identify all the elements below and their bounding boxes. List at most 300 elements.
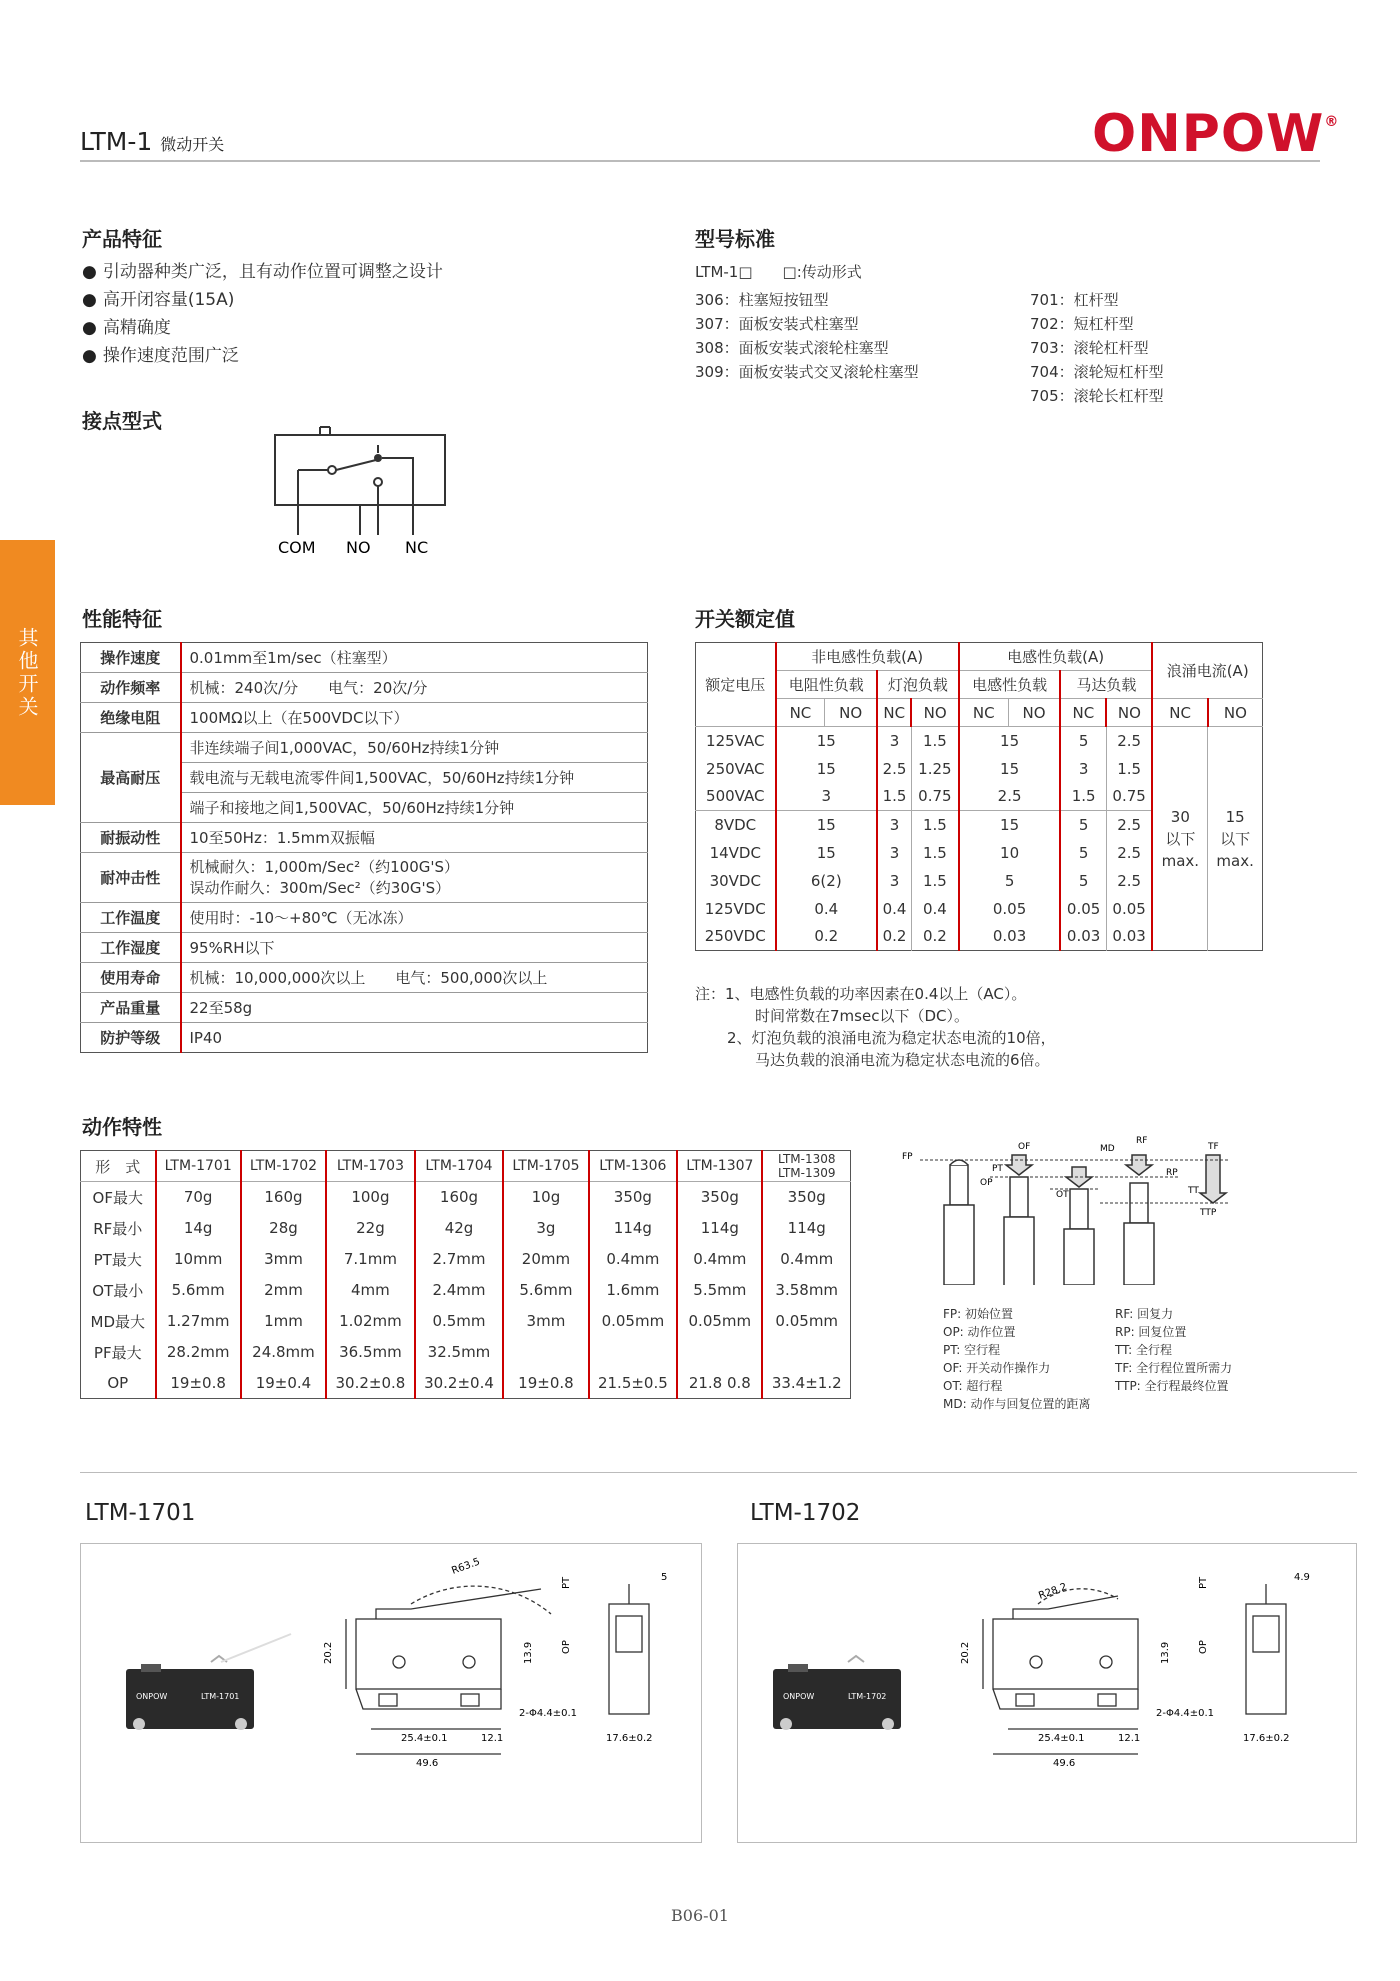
rating-cell: 1.25 xyxy=(911,755,958,783)
note-line: 注：1、电感性负载的功率因素在0.4以上（AC）。 xyxy=(695,985,1027,1003)
action-row-label: PF最大 xyxy=(81,1337,156,1368)
performance-heading: 性能特征 xyxy=(82,607,162,631)
model-list-left xyxy=(695,288,919,384)
action-row-label: OT最小 xyxy=(81,1275,156,1306)
rating-cell: 0.05 xyxy=(1106,895,1152,923)
table-row xyxy=(81,1275,851,1306)
label-of: OF xyxy=(1018,1142,1031,1152)
rating-cell: 1.5 xyxy=(911,811,958,839)
dim-holes: 2-Φ4.4±0.1 xyxy=(1156,1708,1215,1719)
model-option: 701：杠杆型 xyxy=(1030,291,1119,309)
header-nc: NC xyxy=(776,699,825,727)
registered-mark: ® xyxy=(1324,114,1340,130)
contact-diagram xyxy=(260,425,460,560)
glossary-item: TT: 全行程 xyxy=(1115,1343,1172,1357)
action-cell: 30.2±0.8 xyxy=(326,1368,415,1399)
header-resistive: 电阻性负载 xyxy=(776,671,878,699)
label-op: OP xyxy=(980,1178,993,1188)
rating-cell: 14VDC xyxy=(696,839,776,867)
body-text: LTM-1702 xyxy=(848,1692,887,1701)
dim-pitch: 25.4±0.1 xyxy=(1038,1733,1085,1744)
header-motor: 马达负载 xyxy=(1060,671,1152,699)
glossary-item: TF: 全行程位置所需力 xyxy=(1115,1361,1233,1375)
perf-key: 工作温度 xyxy=(81,903,181,933)
product-card-1702 xyxy=(737,1543,1357,1843)
model-option: 309：面板安装式交叉滚轮柱塞型 xyxy=(695,363,919,381)
label-tf: TF xyxy=(1208,1142,1219,1152)
action-cell: 20mm xyxy=(503,1244,588,1275)
rating-cell: 1.5 xyxy=(1106,755,1152,783)
action-cell: 19±0.8 xyxy=(156,1368,241,1399)
table-row xyxy=(696,727,1263,755)
rating-cell: 0.75 xyxy=(1106,783,1152,811)
perf-key: 操作速度 xyxy=(81,643,181,673)
table-row xyxy=(81,963,648,993)
rating-cell: 0.4 xyxy=(877,895,911,923)
rating-cell: 3 xyxy=(877,811,911,839)
dim-pt: PT xyxy=(561,1576,572,1589)
dim-width: 4.9 xyxy=(1294,1572,1310,1583)
rating-cell: 10 xyxy=(959,839,1061,867)
label-md: MD xyxy=(1100,1144,1115,1154)
rating-cell: 15 xyxy=(959,727,1061,755)
page-title xyxy=(80,127,224,156)
rating-cell: 3 xyxy=(877,727,911,755)
brand-name: ONPOW xyxy=(1092,104,1325,164)
surge-line: 15 xyxy=(1225,807,1245,826)
action-cell: 70g xyxy=(156,1182,241,1213)
model-option: 704：滚轮短杠杆型 xyxy=(1030,363,1164,381)
rating-table xyxy=(695,642,1263,951)
body-brand: ONPOW xyxy=(783,1692,815,1701)
rating-cell: 125VDC xyxy=(696,895,776,923)
feature-item: ● 高精确度 xyxy=(82,314,443,342)
body-text: LTM-1701 xyxy=(201,1692,240,1701)
table-row xyxy=(81,1306,851,1337)
perf-value: IP40 xyxy=(189,1028,223,1047)
surge-line: 以下 xyxy=(1220,829,1251,848)
table-row xyxy=(81,1151,851,1182)
perf-key: 使用寿命 xyxy=(81,963,181,993)
perf-key: 耐冲击性 xyxy=(81,853,181,903)
model-list-right xyxy=(1030,288,1164,408)
action-table xyxy=(80,1150,851,1399)
surge-line: 30 xyxy=(1170,807,1190,826)
action-cell: 19±0.4 xyxy=(241,1368,326,1399)
action-cell: 160g xyxy=(241,1182,326,1213)
dim-width: 5 xyxy=(661,1572,668,1583)
label-rf: RF xyxy=(1136,1136,1148,1146)
perf-value: 机械：10,000,000次以上 电气：500,000次以上 xyxy=(181,963,648,993)
rating-cell: 0.05 xyxy=(959,895,1061,923)
action-cell: 0.4mm xyxy=(589,1244,678,1275)
rating-cell: 8VDC xyxy=(696,811,776,839)
rating-cell: 0.03 xyxy=(959,923,1061,951)
contact-label-no: NO xyxy=(346,538,371,557)
model-option: 702：短杠杆型 xyxy=(1030,315,1134,333)
action-cell: 7.1mm xyxy=(326,1244,415,1275)
travel-diagram xyxy=(900,1135,1250,1285)
surge-cell xyxy=(1208,727,1263,951)
table-row xyxy=(696,699,1263,727)
action-cell: 10mm xyxy=(156,1244,241,1275)
rating-cell: 1.5 xyxy=(877,783,911,811)
rating-cell: 0.2 xyxy=(776,923,878,951)
product-drawing xyxy=(81,1544,701,1842)
rating-body xyxy=(696,727,1263,951)
perf-key: 防护等级 xyxy=(81,1023,181,1053)
action-cell: 2mm xyxy=(241,1275,326,1306)
action-cell: 114g xyxy=(677,1213,762,1244)
perf-value: 机械耐久：1,000m/Sec²（约100G'S） xyxy=(189,857,460,876)
dim-length: 49.6 xyxy=(1053,1758,1076,1769)
glossary-item: MD: 动作与回复位置的距离 xyxy=(943,1397,1091,1411)
rating-cell: 0.2 xyxy=(877,923,911,951)
header-no: NO xyxy=(825,699,877,727)
header-inductive: 电感性负载(A) xyxy=(959,643,1153,671)
rating-cell: 3 xyxy=(877,839,911,867)
perf-value: 端子和接地之间1,500VAC，50/60Hz持续1分钟 xyxy=(181,793,648,823)
rating-cell: 2.5 xyxy=(877,755,911,783)
rating-cell: 6(2) xyxy=(776,867,878,895)
label-rp: RP xyxy=(1166,1168,1178,1178)
body-brand: ONPOW xyxy=(136,1692,168,1701)
rating-cell: 250VDC xyxy=(696,923,776,951)
perf-key: 动作频率 xyxy=(81,673,181,703)
action-cell: 114g xyxy=(589,1213,678,1244)
action-row-label: 形 式 xyxy=(81,1151,156,1182)
rating-cell: 2.5 xyxy=(1106,839,1152,867)
action-cell: 21.8 0.8 xyxy=(677,1368,762,1399)
perf-key: 产品重量 xyxy=(81,993,181,1023)
action-cell: 21.5±0.5 xyxy=(589,1368,678,1399)
dim-pt: PT xyxy=(1198,1576,1209,1589)
model-header: LTM-1703 xyxy=(326,1151,415,1182)
rating-cell: 250VAC xyxy=(696,755,776,783)
action-cell: 0.05mm xyxy=(589,1306,678,1337)
perf-value: 10至50Hz：1.5mm双振幅 xyxy=(181,823,648,853)
table-row xyxy=(81,1182,851,1213)
perf-value: 0.01mm至1m/sec（柱塞型） xyxy=(181,643,648,673)
action-cell: 350g xyxy=(677,1182,762,1213)
header-no: NO xyxy=(1008,699,1060,727)
model-option: 306：柱塞短按钮型 xyxy=(695,291,829,309)
action-cell: 350g xyxy=(589,1182,678,1213)
rating-cell: 1.5 xyxy=(1060,783,1106,811)
product-card-1701 xyxy=(80,1543,702,1843)
perf-key: 最高耐压 xyxy=(81,733,181,823)
action-cell: 1.27mm xyxy=(156,1306,241,1337)
glossary-right xyxy=(1115,1305,1232,1395)
action-cell: 5.5mm xyxy=(677,1275,762,1306)
performance-table xyxy=(80,642,648,1053)
contact-label-nc: NC xyxy=(405,538,429,557)
dim-radius: R28.2 xyxy=(1037,1581,1069,1602)
model-option: 703：滚轮杠杆型 xyxy=(1030,339,1149,357)
action-cell: 0.05mm xyxy=(775,1312,839,1330)
action-cell: 2.7mm xyxy=(415,1244,504,1275)
action-cell: 3mm xyxy=(241,1244,326,1275)
rating-cell: 2.5 xyxy=(959,783,1061,811)
features-heading: 产品特征 xyxy=(82,227,162,251)
rating-cell: 5 xyxy=(1060,839,1106,867)
action-heading: 动作特性 xyxy=(82,1115,162,1139)
rating-cell: 3 xyxy=(776,783,878,811)
action-row-label: PT最大 xyxy=(81,1244,156,1275)
dim-holes: 2-Φ4.4±0.1 xyxy=(519,1708,578,1719)
model-code: LTM-1□ □:传动形式 xyxy=(695,263,862,281)
action-cell: 0.5mm xyxy=(415,1306,504,1337)
brand-logo xyxy=(1092,104,1339,164)
action-cell xyxy=(762,1337,850,1368)
dim-op: OP xyxy=(561,1640,572,1654)
surge-cell xyxy=(1152,727,1207,951)
action-cell: 32.5mm xyxy=(415,1337,504,1368)
surge-line: max. xyxy=(1161,851,1200,870)
perf-key: 绝缘电阻 xyxy=(81,703,181,733)
header-surge: 浪涌电流(A) xyxy=(1152,643,1262,699)
glossary-item: OT: 超行程 xyxy=(943,1379,1003,1393)
action-cell: 22g xyxy=(326,1213,415,1244)
feature-item: ● 高开闭容量(15A) xyxy=(82,286,443,314)
table-row xyxy=(81,673,648,703)
model-header: LTM-1308 LTM-1309 xyxy=(777,1152,836,1180)
rating-cell: 2.5 xyxy=(1106,727,1152,755)
action-cell: 30.2±0.4 xyxy=(415,1368,504,1399)
glossary-item: OF: 开关动作操作力 xyxy=(943,1361,1051,1375)
rating-cell: 5 xyxy=(1060,867,1106,895)
header-inductive-load: 电感性负载 xyxy=(959,671,1061,699)
rating-cell: 3 xyxy=(877,867,911,895)
table-row xyxy=(81,853,648,903)
perf-value: 100MΩ以上（在500VDC以下） xyxy=(181,703,648,733)
header-nc: NC xyxy=(877,699,911,727)
rating-cell: 0.75 xyxy=(911,783,958,811)
features-list xyxy=(82,258,443,370)
model-header: LTM-1306 xyxy=(589,1151,678,1182)
model-header: LTM-1701 xyxy=(156,1151,241,1182)
section-divider xyxy=(80,1472,1357,1473)
perf-value: 机械：240次/分 电气：20次/分 xyxy=(181,673,648,703)
dim-height: 20.2 xyxy=(323,1641,334,1664)
rating-cell: 15 xyxy=(776,755,878,783)
header-no: NO xyxy=(911,699,958,727)
glossary-item: FP: 初始位置 xyxy=(943,1307,1013,1321)
table-row xyxy=(81,933,648,963)
rating-cell: 1.5 xyxy=(911,867,958,895)
action-cell xyxy=(503,1337,588,1368)
model-heading: 型号标准 xyxy=(695,227,775,251)
contact-label-com: COM xyxy=(278,538,316,557)
rating-cell: 0.05 xyxy=(1060,895,1106,923)
model-header: LTM-1704 xyxy=(415,1151,504,1182)
header-lamp: 灯泡负载 xyxy=(877,671,959,699)
action-cell: 14g xyxy=(156,1213,241,1244)
action-cell: 0.4mm xyxy=(677,1244,762,1275)
rating-cell: 0.2 xyxy=(911,923,958,951)
dim-depth: 17.6±0.2 xyxy=(1243,1733,1290,1744)
action-cell: 28g xyxy=(241,1213,326,1244)
perf-value: 载电流与无载电流零件间1,500VAC，50/60Hz持续1分钟 xyxy=(181,763,648,793)
action-cell: 3mm xyxy=(503,1306,588,1337)
note-line: 时间常数在7msec以下（DC）。 xyxy=(755,1007,969,1025)
label-fp: FP xyxy=(902,1152,913,1162)
table-row xyxy=(81,993,648,1023)
dim-height: 20.2 xyxy=(960,1641,971,1664)
model-option: 308：面板安装式滚轮柱塞型 xyxy=(695,339,889,357)
rating-heading: 开关额定值 xyxy=(695,607,795,631)
action-cell: 3g xyxy=(503,1213,588,1244)
model-title: LTM-1 xyxy=(80,127,153,156)
side-tab[interactable]: 其他开关 xyxy=(0,540,55,805)
feature-item: ● 操作速度范围广泛 xyxy=(82,342,443,370)
header-nc: NC xyxy=(1060,699,1106,727)
glossary-item: RF: 回复力 xyxy=(1115,1307,1174,1321)
glossary-item: RP: 回复位置 xyxy=(1115,1325,1187,1339)
surge-line: 以下 xyxy=(1165,829,1196,848)
action-row-label: OP xyxy=(81,1368,156,1399)
rating-cell: 0.03 xyxy=(1106,923,1152,951)
glossary-item: PT: 空行程 xyxy=(943,1343,1001,1357)
action-cell: 0.05mm xyxy=(677,1306,762,1337)
action-cell: 0.4mm xyxy=(780,1250,834,1268)
dim-height2: 13.9 xyxy=(523,1641,534,1664)
rating-notes xyxy=(695,983,1056,1071)
surge-line: max. xyxy=(1216,851,1254,870)
model-header: LTM-1702 xyxy=(241,1151,326,1182)
model-option: 705：滚轮长杠杆型 xyxy=(1030,387,1164,405)
action-row-label: MD最大 xyxy=(81,1306,156,1337)
rating-cell: 1.5 xyxy=(911,839,958,867)
dim-op: OP xyxy=(1198,1640,1209,1654)
header-voltage: 额定电压 xyxy=(696,643,776,727)
action-cell xyxy=(677,1337,762,1368)
note-line: 马达负载的浪涌电流为稳定状态电流的6倍。 xyxy=(755,1051,1050,1069)
action-cell: 3.58mm xyxy=(775,1281,839,1299)
rating-cell: 5 xyxy=(1060,727,1106,755)
header-nc: NC xyxy=(959,699,1008,727)
rating-cell: 15 xyxy=(776,811,878,839)
perf-value: 使用时：-10～+80℃（无冰冻） xyxy=(181,903,648,933)
perf-key: 耐振动性 xyxy=(81,823,181,853)
header-noninductive: 非电感性负载(A) xyxy=(776,643,959,671)
header-no: NO xyxy=(1223,703,1247,722)
action-cell: 33.4±1.2 xyxy=(771,1373,842,1392)
header-no: NO xyxy=(1106,699,1152,727)
action-cell: 5.6mm xyxy=(503,1275,588,1306)
rating-cell: 15 xyxy=(776,839,878,867)
table-row xyxy=(81,823,648,853)
table-row xyxy=(81,903,648,933)
dim-depth: 17.6±0.2 xyxy=(606,1733,653,1744)
action-cell: 19±0.8 xyxy=(503,1368,588,1399)
action-cell: 1.02mm xyxy=(326,1306,415,1337)
rating-cell: 5 xyxy=(1060,811,1106,839)
glossary-left xyxy=(943,1305,1090,1413)
perf-value: 误动作耐久：300m/Sec²（约30G'S） xyxy=(189,878,451,897)
product-drawing xyxy=(738,1544,1356,1842)
label-ttp: TTP xyxy=(1200,1208,1217,1218)
rating-cell: 2.5 xyxy=(1106,811,1152,839)
action-cell: 114g xyxy=(787,1219,826,1237)
table-row xyxy=(81,643,648,673)
rating-cell: 2.5 xyxy=(1106,867,1152,895)
table-row xyxy=(81,733,648,763)
action-cell: 24.8mm xyxy=(241,1337,326,1368)
table-row xyxy=(81,1337,851,1368)
action-body xyxy=(81,1151,851,1399)
rating-cell: 0.03 xyxy=(1060,923,1106,951)
table-row xyxy=(81,1244,851,1275)
model-option: 307：面板安装式柱塞型 xyxy=(695,315,859,333)
glossary-item: OP: 动作位置 xyxy=(943,1325,1016,1339)
model-subtitle: 微动开关 xyxy=(160,135,225,154)
action-row-label: OF最大 xyxy=(81,1182,156,1213)
action-cell: 1mm xyxy=(241,1306,326,1337)
rating-cell: 3 xyxy=(1060,755,1106,783)
dim-offset: 12.1 xyxy=(481,1733,504,1744)
perf-value: 95%RH以下 xyxy=(181,933,648,963)
page-number: B06-01 xyxy=(671,1906,729,1925)
rating-cell: 15 xyxy=(776,727,878,755)
label-ot: OT xyxy=(1056,1190,1069,1200)
glossary-item: TTP: 全行程最终位置 xyxy=(1115,1379,1229,1393)
dim-radius: R63.5 xyxy=(450,1556,482,1577)
table-row xyxy=(81,1213,851,1244)
table-row xyxy=(81,1368,851,1399)
action-cell: 2.4mm xyxy=(415,1275,504,1306)
rating-cell: 125VAC xyxy=(696,727,776,755)
model-header: LTM-1307 xyxy=(677,1151,762,1182)
label-tt: TT xyxy=(1188,1186,1199,1196)
action-cell: 5.6mm xyxy=(156,1275,241,1306)
rating-cell: 15 xyxy=(959,755,1061,783)
action-cell: 1.6mm xyxy=(589,1275,678,1306)
note-line: 2、灯泡负载的浪涌电流为稳定状态电流的10倍， xyxy=(727,1029,1056,1047)
rating-cell: 0.4 xyxy=(911,895,958,923)
rating-cell: 1.5 xyxy=(911,727,958,755)
perf-value: 22至58g xyxy=(181,993,648,1023)
dim-offset: 12.1 xyxy=(1118,1733,1141,1744)
action-cell xyxy=(589,1337,678,1368)
action-cell: 36.5mm xyxy=(326,1337,415,1368)
table-row xyxy=(81,703,648,733)
action-cell: 4mm xyxy=(326,1275,415,1306)
perf-value: 非连续端子间1,000VAC，50/60Hz持续1分钟 xyxy=(181,733,648,763)
action-cell: 160g xyxy=(415,1182,504,1213)
header-nc: NC xyxy=(1152,699,1207,727)
rating-cell: 500VAC xyxy=(696,783,776,811)
product-title: LTM-1701 xyxy=(85,1500,196,1526)
dim-pitch: 25.4±0.1 xyxy=(401,1733,448,1744)
rating-cell: 0.4 xyxy=(776,895,878,923)
label-pt: PT xyxy=(992,1164,1003,1174)
action-cell: 28.2mm xyxy=(156,1337,241,1368)
rating-cell: 15 xyxy=(959,811,1061,839)
contact-heading: 接点型式 xyxy=(82,409,162,433)
model-header: LTM-1705 xyxy=(503,1151,588,1182)
action-cell: 350g xyxy=(787,1188,826,1207)
action-cell: 100g xyxy=(326,1182,415,1213)
dim-length: 49.6 xyxy=(416,1758,439,1769)
feature-item: ● 引动器种类广泛，且有动作位置可调整之设计 xyxy=(82,258,443,286)
dim-height2: 13.9 xyxy=(1160,1641,1171,1664)
perf-key: 工作湿度 xyxy=(81,933,181,963)
rating-cell: 30VDC xyxy=(696,867,776,895)
table-row xyxy=(696,643,1263,671)
product-title: LTM-1702 xyxy=(750,1500,861,1526)
action-cell: 10g xyxy=(503,1182,588,1213)
